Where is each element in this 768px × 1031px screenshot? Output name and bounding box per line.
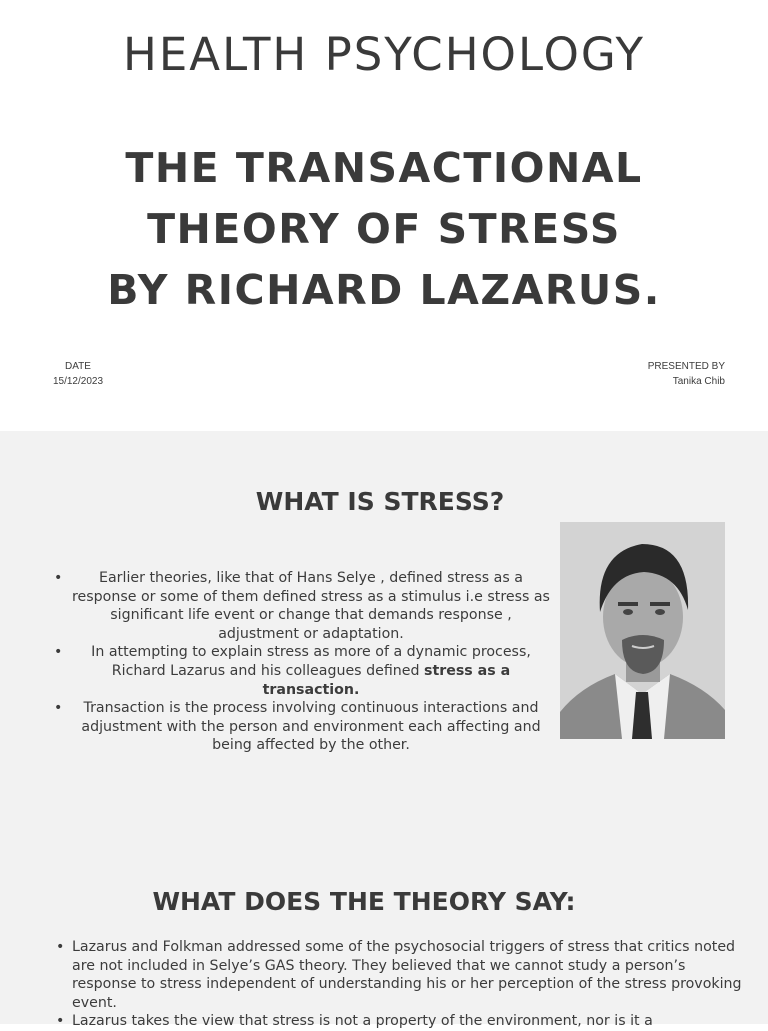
presenter-block [605,359,725,389]
title-line: THEORY OF STRESS [147,205,621,253]
list-item [50,643,550,699]
date-label: DATE [65,361,91,372]
portrait-photo [560,522,725,739]
bullet-text: Earlier theories, like that of Hans Selye , defined stress as a response or some of them defined stress as a stimulus i.e stress as significant life event or change that demands response , adjustment or adaptation. [72,570,550,642]
bullet-emphasis: stress as a transaction. [262,662,511,698]
date-block [38,359,118,389]
list-item: • Lazarus takes the view that stress is not a property of the environment, nor is it a [52,1012,742,1031]
date-value: 15/12/2023 [52,376,104,387]
content-slide [0,431,768,1030]
list-item [50,569,550,643]
course-title: HEALTH PSYCHOLOGY [123,28,645,81]
list-item [50,699,550,755]
title-line: THE TRANSACTIONAL [125,144,643,192]
theory-bullet-list [52,938,742,1031]
title-line: BY RICHARD LAZARUS. [107,266,661,314]
bullet-text: In attempting to explain stress as more of a dynamic process, Richard Lazarus and his colleagues defined [91,644,531,679]
section-heading-theory: WHAT DOES THE THEORY SAY: [152,887,576,916]
presenter-label: PRESENTED BY [647,361,725,372]
portrait-image [560,522,725,739]
bullet-text: Transaction is the process involving continuous interactions and adjustment with the person and environment each affecting and being affected by the other. [81,700,541,754]
presenter-name: Tanika Chib [672,376,725,387]
section-heading-what-is-stress: WHAT IS STRESS? [255,487,505,516]
title-slide [0,0,768,431]
list-item: • Lazarus and Folkman addressed some of the psychosocial triggers of stress that critics noted are not included in Selye’s GAS theory. They believed that we cannot study a person’s response to stress independent of understanding his or her perception of the stress provoking event. [52,938,742,1012]
presentation-title [0,138,768,321]
stress-bullet-list [50,569,550,755]
